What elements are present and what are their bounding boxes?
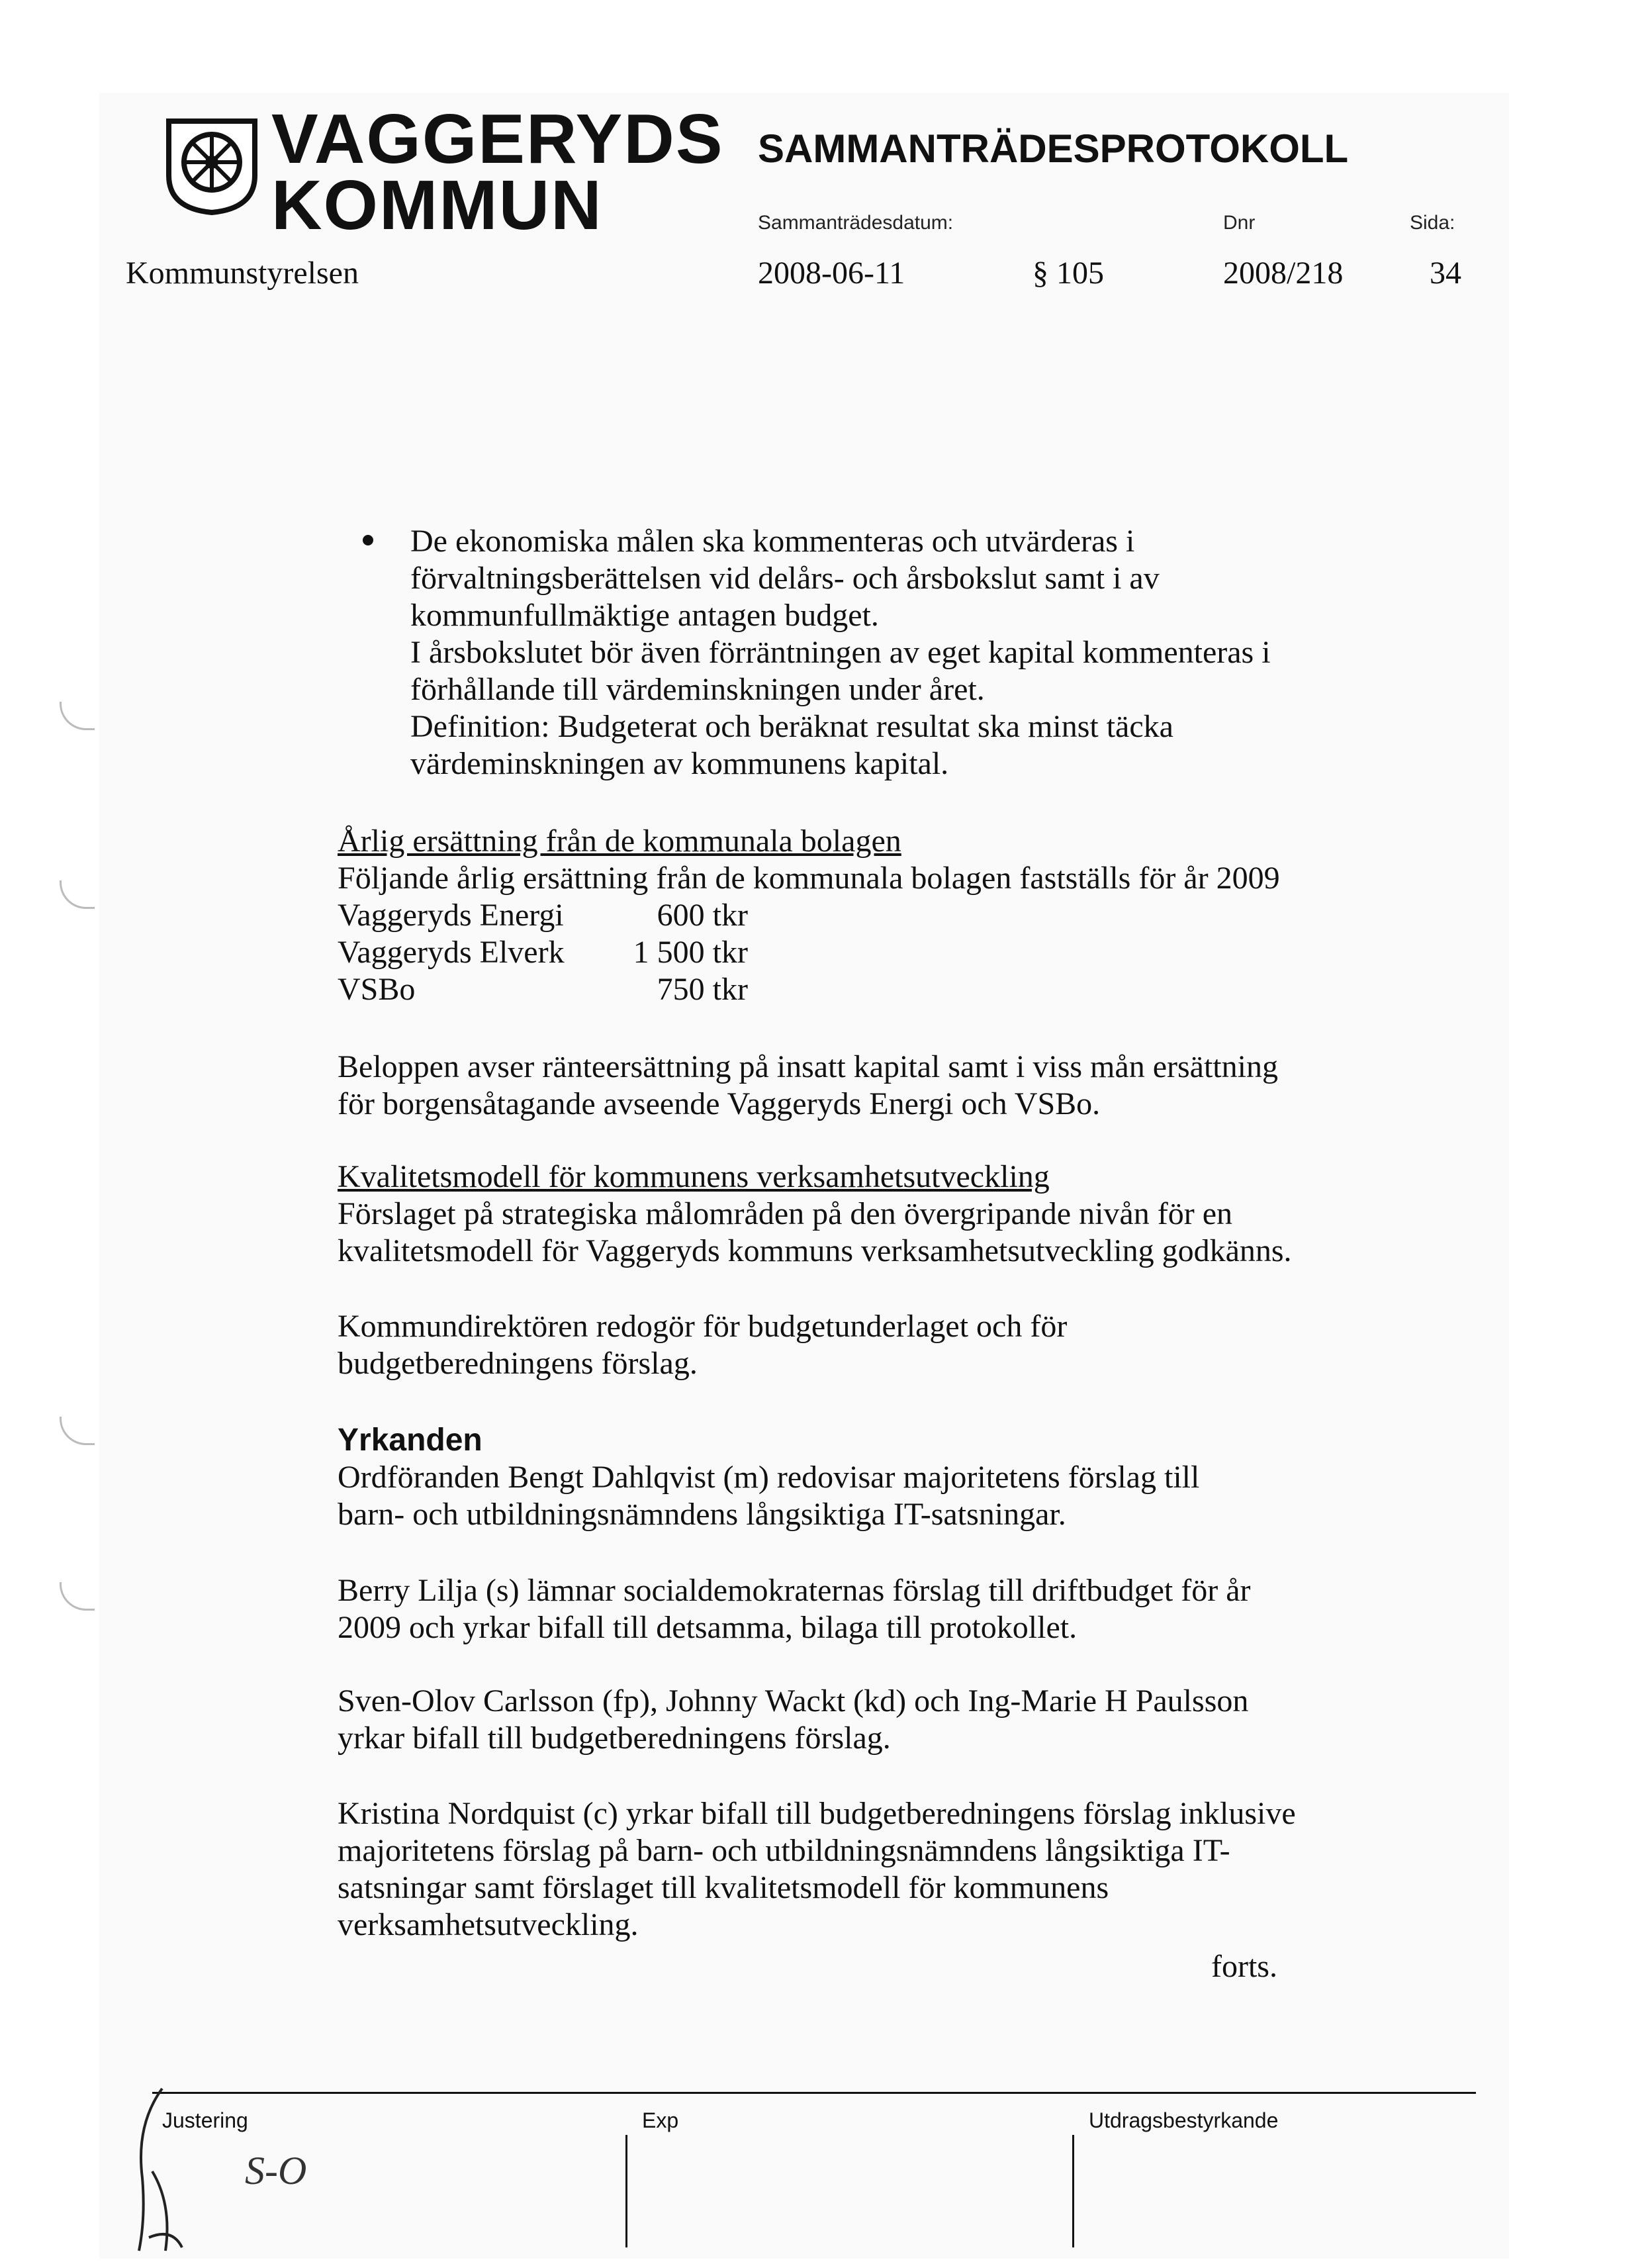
dnr-label: Dnr bbox=[1223, 212, 1256, 234]
footer-column-divider bbox=[625, 2135, 627, 2247]
compensation-note bbox=[338, 1049, 1278, 1123]
text-line: förvaltningsberättelsen vid delårs- och årsbokslut samt i av bbox=[410, 561, 1160, 596]
claims-paragraph-2 bbox=[338, 1572, 1251, 1646]
meeting-date: 2008-06-11 bbox=[758, 256, 905, 291]
amount: 750 tkr bbox=[657, 972, 748, 1007]
text-line: barn- och utbildningsnämndens långsiktiga IT-satsningar. bbox=[338, 1497, 1066, 1532]
organization-name bbox=[271, 100, 724, 244]
date-label: Sammanträdesdatum: bbox=[758, 212, 954, 234]
claims-paragraph-3 bbox=[338, 1683, 1248, 1757]
compensation-table bbox=[338, 897, 748, 1008]
text-line: Sven-Olov Carlsson (fp), Johnny Wackt (kd) och Ing-Marie H Paulsson bbox=[338, 1683, 1249, 1719]
director-paragraph bbox=[338, 1308, 1067, 1382]
municipality-crest-icon bbox=[162, 116, 261, 215]
compensation-section bbox=[338, 823, 1280, 1008]
company-name: VSBo bbox=[338, 972, 416, 1007]
economic-goals-bullet bbox=[410, 523, 1390, 782]
footer-divider bbox=[152, 2092, 1476, 2094]
bullet-point bbox=[363, 535, 373, 545]
org-name-line1: VAGGERYDS bbox=[271, 100, 724, 178]
claims-paragraph-4 bbox=[338, 1795, 1296, 1944]
text-line: förhållande till värdeminskningen under året. bbox=[410, 672, 985, 707]
exp-label: Exp bbox=[642, 2108, 679, 2132]
text-line: yrkar bifall till budgetberedningens förslag. bbox=[338, 1720, 891, 1756]
amount: 1 500 tkr bbox=[633, 935, 748, 970]
dnr-number: 2008/218 bbox=[1223, 256, 1344, 291]
text-line: värdeminskningen av kommunens kapital. bbox=[410, 746, 949, 781]
text-line: Berry Lilja (s) lämnar socialdemokraternas förslag till driftbudget för år bbox=[338, 1573, 1251, 1608]
margin-mark bbox=[60, 702, 95, 730]
text-line: I årsbokslutet bör även förräntningen av eget kapital kommenteras i bbox=[410, 635, 1271, 670]
utdrag-label: Utdragsbestyrkande bbox=[1089, 2108, 1279, 2132]
text-line: Kristina Nordquist (c) yrkar bifall till budgetberedningens förslag inklusive bbox=[338, 1796, 1296, 1831]
text-line: Kommundirektören redogör för budgetunderlaget och för bbox=[338, 1309, 1068, 1344]
table-row bbox=[338, 934, 748, 971]
document-title: SAMMANTRÄDESPROTOKOLL bbox=[758, 126, 1349, 171]
continued-marker: forts. bbox=[1211, 1949, 1277, 1984]
text-line: kvalitetsmodell för Vaggeryds kommuns verksamhetsutveckling godkänns. bbox=[338, 1233, 1292, 1268]
text-line: Ordföranden Bengt Dahlqvist (m) redovisar majoritetens förslag till bbox=[338, 1460, 1200, 1495]
text-line: 2009 och yrkar bifall till detsamma, bilaga till protokollet. bbox=[338, 1610, 1078, 1645]
section-heading: Årlig ersättning från de kommunala bolagen bbox=[338, 824, 901, 859]
paragraph-number: § 105 bbox=[1032, 256, 1104, 291]
text-line: Följande årlig ersättning från de kommunala bolagen fastställs för år 2009 bbox=[338, 861, 1280, 896]
text-line: Beloppen avser ränteersättning på insatt kapital samt i viss mån ersättning bbox=[338, 1049, 1278, 1084]
amount: 600 tkr bbox=[657, 898, 748, 933]
text-line: majoritetens förslag på barn- och utbildningsnämndens långsiktiga IT- bbox=[338, 1833, 1230, 1868]
text-line: verksamhetsutveckling. bbox=[338, 1907, 639, 1942]
justering-label: Justering bbox=[162, 2108, 248, 2132]
page-label: Sida: bbox=[1410, 212, 1455, 234]
company-name: Vaggeryds Energi bbox=[338, 898, 564, 933]
footer-column-divider bbox=[1072, 2135, 1074, 2247]
company-name: Vaggeryds Elverk bbox=[338, 935, 565, 970]
text-line: Definition: Budgeterat och beräknat resultat ska minst täcka bbox=[410, 709, 1173, 744]
margin-mark bbox=[60, 880, 95, 909]
margin-mark bbox=[60, 1417, 95, 1445]
text-line: budgetberedningens förslag. bbox=[338, 1346, 698, 1381]
section-heading: Kvalitetsmodell för kommunens verksamhetsutveckling bbox=[338, 1159, 1050, 1194]
claims-section bbox=[338, 1422, 1199, 1533]
quality-section bbox=[338, 1158, 1292, 1270]
text-line: De ekonomiska målen ska kommenteras och utvärderas i bbox=[410, 524, 1135, 559]
table-row bbox=[338, 971, 748, 1008]
department-name: Kommunstyrelsen bbox=[126, 256, 359, 291]
margin-mark bbox=[60, 1582, 95, 1611]
text-line: Förslaget på strategiska målområden på den övergripande nivån för en bbox=[338, 1196, 1232, 1231]
initials-handwritten: S-O bbox=[245, 2149, 307, 2192]
table-row bbox=[338, 897, 748, 934]
page-number: 34 bbox=[1430, 256, 1461, 291]
section-heading: Yrkanden bbox=[338, 1423, 482, 1458]
text-line: satsningar samt förslaget till kvalitetsmodell för kommunens bbox=[338, 1870, 1109, 1905]
text-line: kommunfullmäktige antagen budget. bbox=[410, 598, 879, 633]
text-line: för borgensåtagande avseende Vaggeryds Energi och VSBo. bbox=[338, 1086, 1101, 1121]
org-name-line2: KOMMUN bbox=[271, 166, 603, 244]
handwritten-signature-icon bbox=[126, 2085, 205, 2259]
